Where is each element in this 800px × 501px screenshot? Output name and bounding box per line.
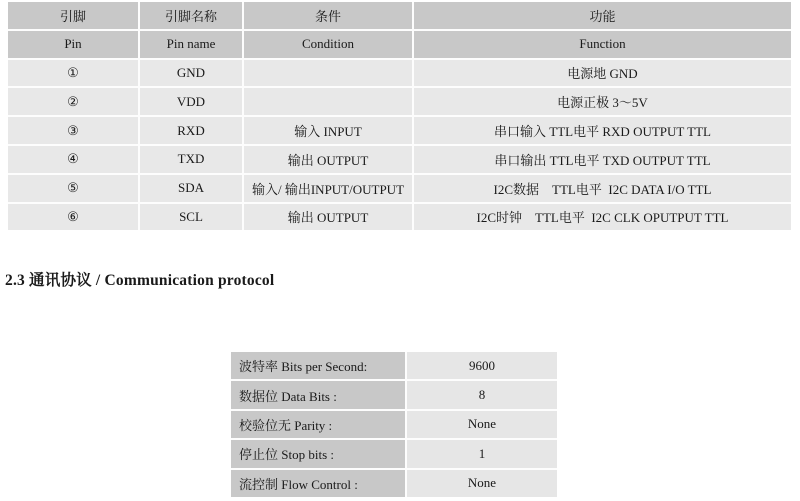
pin-table-header-name-en: Pin name	[140, 31, 242, 58]
pin-function-cell: 串口输入 TTL电平 RXD OUTPUT TTL	[414, 117, 791, 144]
pin-function-cell: 电源地 GND	[414, 60, 791, 87]
protocol-label-cell: 停止位 Stop bits :	[231, 440, 405, 467]
pin-number-cell: ②	[8, 88, 138, 115]
pin-function-cell: I2C时钟 TTL电平 I2C CLK OPUTPUT TTL	[414, 204, 791, 231]
pin-number-cell: ④	[8, 146, 138, 173]
pin-number-cell: ⑤	[8, 175, 138, 202]
protocol-value-cell: 9600	[407, 352, 557, 379]
pin-table-header-condition-cn: 条件	[244, 2, 412, 29]
pin-table-header-condition-en: Condition	[244, 31, 412, 58]
pin-description-table	[8, 2, 791, 230]
pin-name-cell: SDA	[140, 175, 242, 202]
pin-name-cell: RXD	[140, 117, 242, 144]
protocol-label-cell: 数据位 Data Bits :	[231, 381, 405, 408]
pin-condition-cell: 输入 INPUT	[244, 117, 412, 144]
pin-condition-cell	[244, 60, 412, 87]
pin-table-header-function-en: Function	[414, 31, 791, 58]
pin-condition-cell: 输出 OUTPUT	[244, 204, 412, 231]
protocol-label-cell: 流控制 Flow Control :	[231, 470, 405, 497]
pin-name-cell: VDD	[140, 88, 242, 115]
pin-name-cell: GND	[140, 60, 242, 87]
pin-condition-cell	[244, 88, 412, 115]
pin-number-cell: ③	[8, 117, 138, 144]
pin-table-header-name-cn: 引脚名称	[140, 2, 242, 29]
pin-table-header-function-cn: 功能	[414, 2, 791, 29]
pin-function-cell: 串口输出 TTL电平 TXD OUTPUT TTL	[414, 146, 791, 173]
pin-name-cell: SCL	[140, 204, 242, 231]
section-heading: 2.3 通讯协议 / Communication protocol	[5, 272, 275, 289]
protocol-value-cell: 1	[407, 440, 557, 467]
protocol-value-cell: 8	[407, 381, 557, 408]
pin-number-cell: ⑥	[8, 204, 138, 231]
pin-condition-cell: 输入/ 输出INPUT/OUTPUT	[244, 175, 412, 202]
protocol-value-cell: None	[407, 470, 557, 497]
pin-name-cell: TXD	[140, 146, 242, 173]
pin-function-cell: 电源正极 3～5V	[414, 88, 791, 115]
protocol-value-cell: None	[407, 411, 557, 438]
pin-table-header-pin-en: Pin	[8, 31, 138, 58]
pin-table-header-pin-cn: 引脚	[8, 2, 138, 29]
pin-condition-cell: 输出 OUTPUT	[244, 146, 412, 173]
pin-number-cell: ①	[8, 60, 138, 87]
pin-function-cell: I2C数据 TTL电平 I2C DATA I/O TTL	[414, 175, 791, 202]
protocol-label-cell: 波特率 Bits per Second:	[231, 352, 405, 379]
communication-protocol-table	[231, 352, 557, 497]
protocol-label-cell: 校验位无 Parity :	[231, 411, 405, 438]
